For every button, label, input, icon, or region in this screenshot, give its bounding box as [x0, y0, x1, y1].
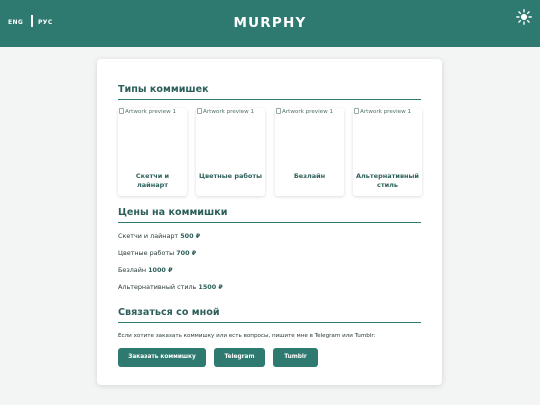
broken-image-icon — [197, 108, 202, 114]
price-name: Альтернативный стиль — [118, 283, 197, 291]
price-item-lineless — [118, 266, 173, 274]
contact-section-title: Связаться со мной — [118, 307, 421, 323]
site-header — [0, 0, 540, 47]
image-alt-text: Artwork preview 1 — [282, 109, 334, 115]
broken-image-icon — [354, 108, 359, 114]
type-card-alternative[interactable] — [353, 108, 422, 196]
types-section-title: Типы коммишек — [118, 84, 421, 100]
telegram-button[interactable]: Telegram — [214, 348, 265, 367]
price-item-sketch — [118, 232, 200, 240]
site-logo-text: MURPHY — [233, 15, 307, 31]
artwork-preview-image — [118, 108, 187, 164]
type-card-sketch[interactable] — [118, 108, 187, 196]
price-name: Безлайн — [118, 266, 147, 274]
artwork-preview-image — [275, 108, 344, 164]
price-name: Скетчи и лайнарт — [118, 232, 179, 240]
type-card-lineless[interactable] — [275, 108, 344, 196]
image-alt-text: Artwork preview 1 — [203, 109, 255, 115]
price-value: 1500 ₽ — [198, 283, 223, 291]
image-alt-text: Artwork preview 1 — [360, 109, 412, 115]
contact-description: Если хотите заказать коммишку или есть вопросы, пишите мне в Telegram или Tumblr: — [118, 333, 376, 339]
type-card-color[interactable] — [196, 108, 265, 196]
price-value: 700 ₽ — [176, 249, 197, 257]
price-name: Цветные работы — [118, 249, 175, 257]
type-card-label: Скетчи и лайнарт — [135, 172, 170, 189]
price-item-color — [118, 249, 196, 257]
content-card — [97, 59, 442, 385]
type-card-label: Безлайн — [293, 172, 326, 180]
lang-russian-link[interactable]: РУС — [38, 19, 53, 26]
type-card-label: Альтернативный стиль — [356, 172, 419, 189]
artwork-preview-image — [196, 108, 265, 164]
price-value: 1000 ₽ — [148, 266, 173, 274]
commission-types-grid — [118, 108, 421, 196]
image-alt-text: Artwork preview 1 — [125, 109, 177, 115]
price-item-alternative — [118, 283, 223, 291]
artwork-preview-image — [353, 108, 422, 164]
sun-icon[interactable] — [516, 9, 532, 25]
type-card-label: Цветные работы — [198, 172, 263, 180]
order-commission-button[interactable]: Заказать коммишку — [118, 348, 206, 367]
broken-image-icon — [276, 108, 281, 114]
broken-image-icon — [119, 108, 124, 114]
prices-section-title: Цены на коммишки — [118, 207, 421, 223]
price-value: 500 ₽ — [180, 232, 201, 240]
lang-english-link[interactable]: ENG — [8, 19, 24, 26]
tumblr-button[interactable]: Tumblr — [273, 348, 318, 367]
